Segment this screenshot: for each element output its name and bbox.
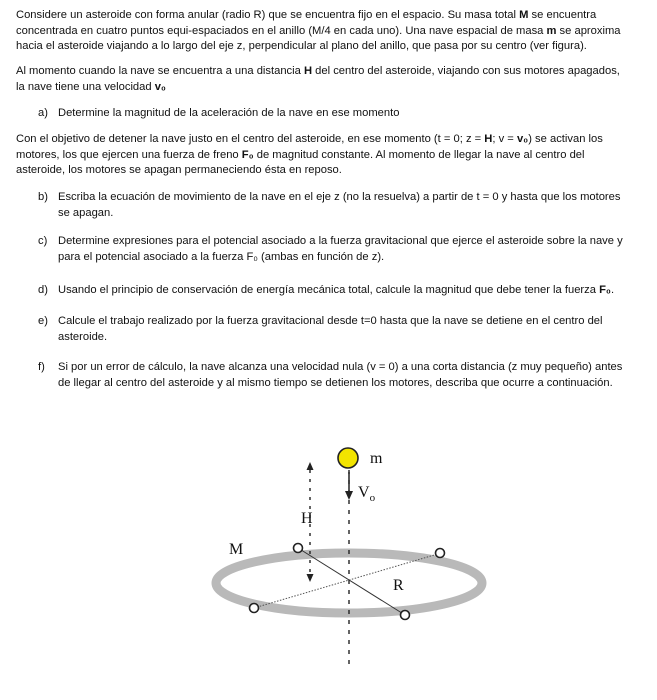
spaceship-icon [338, 448, 358, 468]
moment-text-1: Al momento cuando la nave se encuentra a una distancia [16, 65, 304, 77]
velocity-arrow-head-icon [345, 491, 353, 500]
brake-F0: F₀ [241, 148, 254, 161]
mass-point-front-right [401, 611, 410, 620]
brake-text-1: Con el objetivo de detener la nave justo en el centro del asteroide, en ese momento (t = 0; z = [16, 133, 485, 145]
intro-m: m [546, 24, 557, 37]
intro-text-3: se aproxima hacia el asteroide viajando a lo largo del eje z, perpendicular al plano del anillo, que pasa por su centro (ver figura). [16, 24, 621, 53]
label-v-main: V [358, 484, 370, 501]
item-c-label: c) [38, 235, 48, 247]
item-b-text: Escriba la ecuación de movimiento de la nave en el eje z (no la resuelva) a partir de t = 0 y hasta que los motores se apagan. [58, 191, 621, 219]
mass-point-front-left [250, 604, 259, 613]
brake-text-3: ) se activan los motores, los que ejercen una fuerza de freno [16, 133, 603, 161]
item-d-text-2: . [610, 284, 615, 296]
item-d-F0: F₀ [599, 284, 611, 296]
label-H: H [301, 510, 313, 527]
brake-H: H [484, 133, 493, 145]
mass-point-back-left [294, 544, 303, 553]
moment-v0: v₀ [154, 80, 166, 93]
item-a-label: a) [38, 107, 48, 119]
label-M: M [229, 541, 244, 558]
item-b-label: b) [38, 191, 48, 203]
height-arrow-up-icon [307, 462, 314, 470]
label-v-sub: o [369, 492, 376, 504]
brake-text-4: de magnitud constante. Al momento de llegar la nave al centro del asteroide, los motores se apagan permaneciendo ésta en reposo. [16, 148, 585, 177]
intro-M: M [519, 9, 529, 21]
item-d-text-1: Usando el principio de conservación de energía mecánica total, calcule la magnitud que debe tener la fuerza [58, 284, 600, 296]
label-R: R [393, 577, 404, 594]
moment-H: H [303, 65, 313, 77]
intro-text-1: Considere un asteroide con forma anular (radio R) que se encuentra fijo en el espacio. Su masa total [16, 9, 520, 21]
item-f-label: f) [38, 361, 45, 373]
brake-text-2: ; v = [492, 133, 517, 145]
label-v [358, 484, 376, 504]
height-arrow-down-icon [307, 574, 314, 582]
item-d-label: d) [38, 284, 48, 296]
intro-text-2: se encuentra concentrada en cuatro puntos equi-espaciados en el anillo (M/4 en cada uno). Una nave espacial de masa [16, 9, 597, 37]
item-e-text: Calcule el trabajo realizado por la fuerza gravitacional desde t=0 hasta que la nave se detiene en el centro del asteroide. [58, 315, 603, 343]
item-c-text: Determine expresiones para el potencial asociado a la fuerza gravitacional que ejerce el asteroide sobre la nave y para el potencial asociado a la fuerza F₀ (ambas en función de z). [58, 235, 623, 263]
label-m: m [370, 450, 383, 467]
item-f-text: Si por un error de cálculo, la nave alcanza una velocidad nula (v = 0) a una corta distancia (z muy pequeño) antes de llegar al centro del asteroide y al mismo tiempo se detienen los motores, describa que ocurre a continuación. [58, 361, 623, 389]
item-e-label: e) [38, 315, 48, 327]
item-a-text: Determine la magnitud de la aceleración de la nave en ese momento [58, 107, 400, 119]
moment-text-2: del centro del asteroide, viajando con sus motores apagados, la nave tiene una velocidad [16, 65, 620, 93]
brake-v0: v₀ [516, 133, 529, 145]
mass-point-back-right [436, 549, 445, 558]
